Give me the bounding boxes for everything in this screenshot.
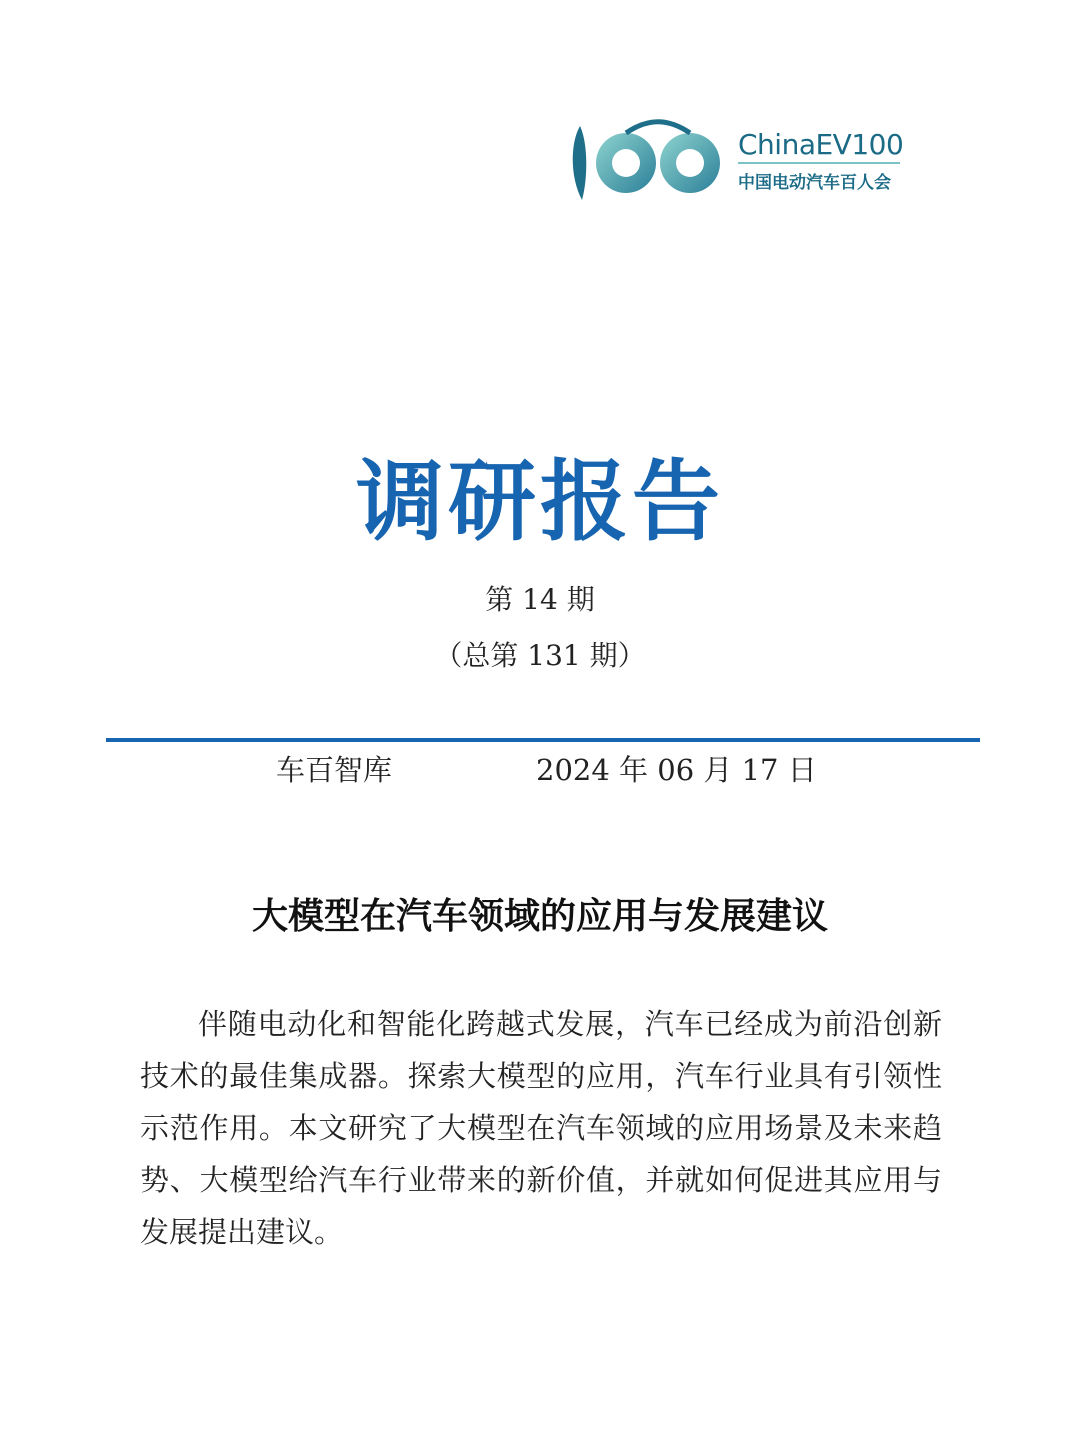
chinaev100-logo xyxy=(568,118,908,208)
publisher: 车百智库 xyxy=(276,753,393,787)
logo-name-cn: 中国电动汽车百人会 xyxy=(738,173,891,193)
publish-date: 2024 年 06 月 17 日 xyxy=(536,753,817,787)
issue-number: 第 14 期 xyxy=(485,583,595,616)
issue-total-number: （总第 131 期） xyxy=(434,639,646,672)
logo-name-en: ChinaEV100 xyxy=(738,128,904,161)
report-title: 调研报告 xyxy=(355,450,724,553)
ev100-logo-mark xyxy=(568,118,733,208)
article-title: 大模型在汽车领域的应用与发展建议 xyxy=(251,895,828,937)
header-divider xyxy=(106,738,980,742)
logo-divider xyxy=(738,162,900,164)
article-abstract: 伴随电动化和智能化跨越式发展，汽车已经成为前沿创新技术的最佳集成器。探索大模型的应用，汽车行业具有引领性示范作用。本文研究了大模型在汽车领域的应用场景及未来趋势、大模型给汽车行业带来的新价值，并就如何促进其应用与发展提出建议。 xyxy=(140,1007,942,1249)
